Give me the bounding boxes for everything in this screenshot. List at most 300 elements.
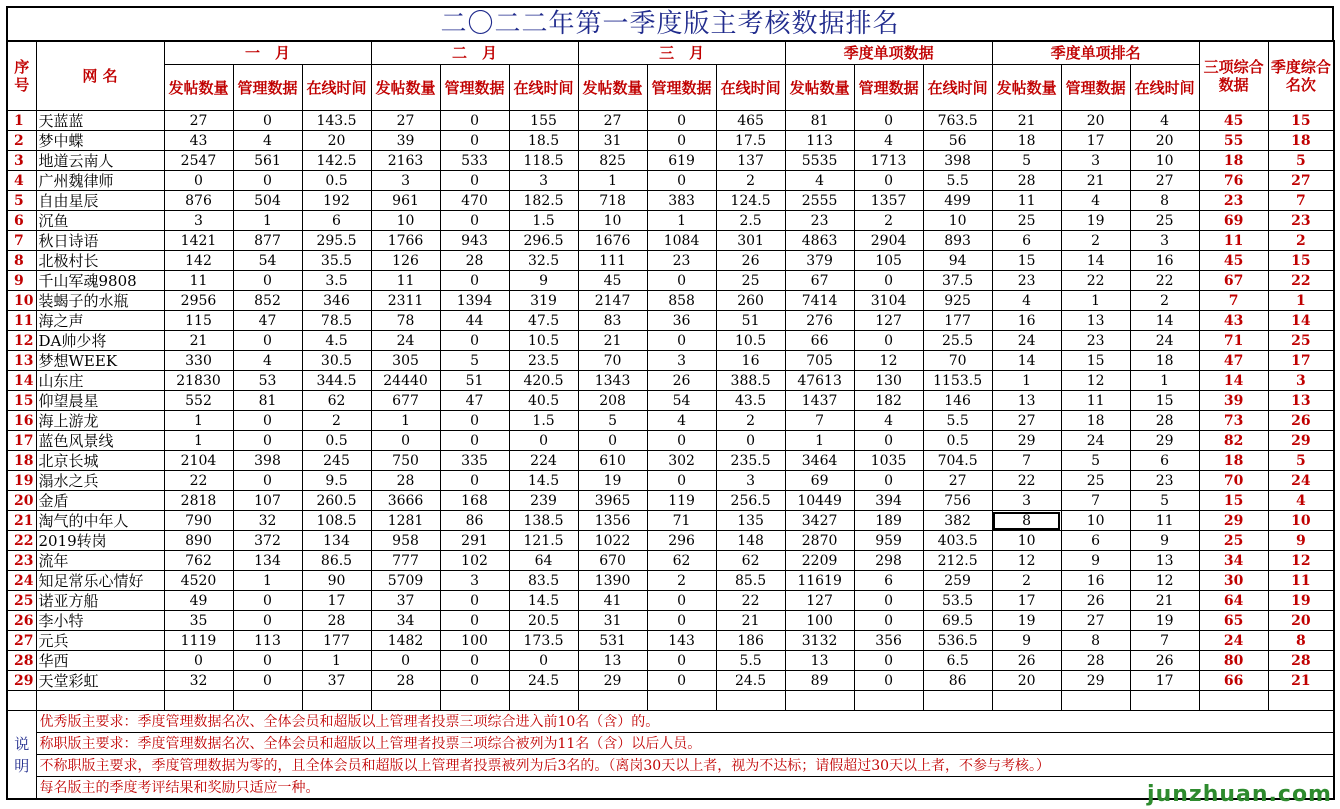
data-cell[interactable]: 36: [647, 311, 716, 331]
data-cell[interactable]: 245: [302, 451, 371, 471]
data-cell[interactable]: 0: [440, 131, 509, 151]
row-index[interactable]: 17: [7, 431, 36, 451]
data-cell[interactable]: 5: [578, 411, 647, 431]
data-cell[interactable]: 356: [854, 631, 923, 651]
row-index[interactable]: 27: [7, 631, 36, 651]
combined-score[interactable]: 66: [1199, 671, 1268, 691]
row-index[interactable]: 2: [7, 131, 36, 151]
data-cell[interactable]: 11: [1061, 391, 1130, 411]
data-cell[interactable]: 1356: [578, 511, 647, 531]
data-cell[interactable]: 34: [371, 611, 440, 631]
data-cell[interactable]: 0: [440, 211, 509, 231]
data-cell[interactable]: 890: [164, 531, 233, 551]
data-cell[interactable]: 319: [509, 291, 578, 311]
moderator-name[interactable]: 淘气的中年人: [36, 511, 164, 531]
empty-cell[interactable]: [647, 691, 716, 711]
data-cell[interactable]: 1: [302, 651, 371, 671]
data-cell[interactable]: 12: [1061, 371, 1130, 391]
data-cell[interactable]: 127: [854, 311, 923, 331]
moderator-name[interactable]: 北京长城: [36, 451, 164, 471]
data-cell[interactable]: 893: [923, 231, 992, 251]
quarter-rank[interactable]: 15: [1268, 111, 1334, 131]
data-cell[interactable]: 135: [716, 511, 785, 531]
data-cell[interactable]: 113: [785, 131, 854, 151]
data-cell[interactable]: 27: [1130, 171, 1199, 191]
data-cell[interactable]: 0: [233, 331, 302, 351]
data-cell[interactable]: 121.5: [509, 531, 578, 551]
data-cell[interactable]: 561: [233, 151, 302, 171]
data-cell[interactable]: 142: [164, 251, 233, 271]
data-cell[interactable]: 155: [509, 111, 578, 131]
data-cell[interactable]: 0: [440, 591, 509, 611]
data-cell[interactable]: 0: [440, 651, 509, 671]
data-cell[interactable]: 777: [371, 551, 440, 571]
data-cell[interactable]: 69: [785, 471, 854, 491]
row-index[interactable]: 4: [7, 171, 36, 191]
data-cell[interactable]: 2818: [164, 491, 233, 511]
data-cell[interactable]: 0: [854, 611, 923, 631]
data-cell[interactable]: 2: [716, 411, 785, 431]
data-cell[interactable]: 0: [854, 331, 923, 351]
moderator-name[interactable]: 华西: [36, 651, 164, 671]
data-cell[interactable]: 32: [233, 511, 302, 531]
data-cell[interactable]: 1: [164, 411, 233, 431]
data-cell[interactable]: 295.5: [302, 231, 371, 251]
data-cell[interactable]: 86: [923, 671, 992, 691]
moderator-name[interactable]: 沉鱼: [36, 211, 164, 231]
data-cell[interactable]: 0: [233, 591, 302, 611]
data-cell[interactable]: 1153.5: [923, 371, 992, 391]
data-cell[interactable]: 23: [992, 271, 1061, 291]
data-cell[interactable]: 1: [578, 171, 647, 191]
data-cell[interactable]: 876: [164, 191, 233, 211]
row-index[interactable]: 21: [7, 511, 36, 531]
data-cell[interactable]: 4: [854, 411, 923, 431]
data-cell[interactable]: 28: [371, 671, 440, 691]
data-cell[interactable]: 2: [1130, 291, 1199, 311]
data-cell[interactable]: 1.5: [509, 411, 578, 431]
data-cell[interactable]: 0: [854, 671, 923, 691]
data-cell[interactable]: 1766: [371, 231, 440, 251]
data-cell[interactable]: 20: [1061, 111, 1130, 131]
data-cell[interactable]: 26: [1130, 651, 1199, 671]
moderator-name[interactable]: 溻水之兵: [36, 471, 164, 491]
data-cell[interactable]: 27: [992, 411, 1061, 431]
data-cell[interactable]: 29: [1130, 431, 1199, 451]
data-cell[interactable]: 86: [440, 511, 509, 531]
combined-score[interactable]: 24: [1199, 631, 1268, 651]
data-cell[interactable]: 62: [647, 551, 716, 571]
data-cell[interactable]: 86.5: [302, 551, 371, 571]
data-cell[interactable]: 465: [716, 111, 785, 131]
data-cell[interactable]: 8: [1061, 631, 1130, 651]
empty-cell[interactable]: [1130, 691, 1199, 711]
data-cell[interactable]: 0: [233, 671, 302, 691]
row-index[interactable]: 28: [7, 651, 36, 671]
data-cell[interactable]: 28: [302, 611, 371, 631]
data-cell[interactable]: 1482: [371, 631, 440, 651]
data-cell[interactable]: 19: [1130, 611, 1199, 631]
data-cell[interactable]: 3: [371, 171, 440, 191]
data-cell[interactable]: 7: [992, 451, 1061, 471]
quarter-rank[interactable]: 5: [1268, 151, 1334, 171]
data-cell[interactable]: 7: [1061, 491, 1130, 511]
data-cell[interactable]: 2904: [854, 231, 923, 251]
combined-score[interactable]: 7: [1199, 291, 1268, 311]
row-index[interactable]: 20: [7, 491, 36, 511]
data-cell[interactable]: 762: [164, 551, 233, 571]
data-cell[interactable]: 0: [440, 411, 509, 431]
data-cell[interactable]: 41: [578, 591, 647, 611]
row-index[interactable]: 6: [7, 211, 36, 231]
data-cell[interactable]: 2: [1061, 231, 1130, 251]
data-cell[interactable]: 2956: [164, 291, 233, 311]
data-cell[interactable]: 0: [647, 331, 716, 351]
data-cell[interactable]: 4: [1130, 111, 1199, 131]
data-cell[interactable]: 32: [164, 671, 233, 691]
combined-score[interactable]: 47: [1199, 351, 1268, 371]
data-cell[interactable]: 296: [647, 531, 716, 551]
combined-score[interactable]: 76: [1199, 171, 1268, 191]
data-cell[interactable]: 344.5: [302, 371, 371, 391]
quarter-rank[interactable]: 22: [1268, 271, 1334, 291]
data-cell[interactable]: 0.5: [923, 431, 992, 451]
data-cell[interactable]: 1035: [854, 451, 923, 471]
combined-score[interactable]: 64: [1199, 591, 1268, 611]
data-cell[interactable]: 382: [923, 511, 992, 531]
moderator-name[interactable]: 金盾: [36, 491, 164, 511]
moderator-name[interactable]: 蓝色风景线: [36, 431, 164, 451]
data-cell[interactable]: 1676: [578, 231, 647, 251]
row-index[interactable]: 1: [7, 111, 36, 131]
data-cell[interactable]: 2: [302, 411, 371, 431]
data-cell[interactable]: 1.5: [509, 211, 578, 231]
data-cell[interactable]: 24440: [371, 371, 440, 391]
data-cell[interactable]: 2870: [785, 531, 854, 551]
data-cell[interactable]: 0.5: [302, 431, 371, 451]
data-cell[interactable]: 3104: [854, 291, 923, 311]
data-cell[interactable]: 1: [785, 431, 854, 451]
moderator-name[interactable]: 广州魏律师: [36, 171, 164, 191]
data-cell[interactable]: 28: [440, 251, 509, 271]
data-cell[interactable]: 168: [440, 491, 509, 511]
empty-cell[interactable]: [854, 691, 923, 711]
data-cell[interactable]: 18.5: [509, 131, 578, 151]
moderator-name[interactable]: 自由星辰: [36, 191, 164, 211]
data-cell[interactable]: 189: [854, 511, 923, 531]
data-cell[interactable]: 5535: [785, 151, 854, 171]
data-cell[interactable]: 10: [371, 211, 440, 231]
data-cell[interactable]: 124.5: [716, 191, 785, 211]
data-cell[interactable]: 0: [647, 171, 716, 191]
data-cell[interactable]: 388.5: [716, 371, 785, 391]
data-cell[interactable]: 1: [647, 211, 716, 231]
data-cell[interactable]: 0: [509, 651, 578, 671]
data-cell[interactable]: 29: [578, 671, 647, 691]
data-cell[interactable]: 13: [578, 651, 647, 671]
data-cell[interactable]: 10: [923, 211, 992, 231]
data-cell[interactable]: 470: [440, 191, 509, 211]
data-cell[interactable]: 25.5: [923, 331, 992, 351]
data-cell[interactable]: 301: [716, 231, 785, 251]
data-cell[interactable]: 925: [923, 291, 992, 311]
data-cell[interactable]: 756: [923, 491, 992, 511]
data-cell[interactable]: 5709: [371, 571, 440, 591]
data-cell[interactable]: 0: [647, 111, 716, 131]
data-cell[interactable]: 14: [1130, 311, 1199, 331]
row-index[interactable]: 3: [7, 151, 36, 171]
quarter-rank[interactable]: 4: [1268, 491, 1334, 511]
data-cell[interactable]: 1343: [578, 371, 647, 391]
empty-cell[interactable]: [1061, 691, 1130, 711]
data-cell[interactable]: 22: [164, 471, 233, 491]
data-cell[interactable]: 26: [716, 251, 785, 271]
row-index[interactable]: 8: [7, 251, 36, 271]
data-cell[interactable]: 610: [578, 451, 647, 471]
moderator-name[interactable]: 北极村长: [36, 251, 164, 271]
combined-score[interactable]: 18: [1199, 451, 1268, 471]
data-cell[interactable]: 235.5: [716, 451, 785, 471]
data-cell[interactable]: 29: [1061, 671, 1130, 691]
data-cell[interactable]: 1394: [440, 291, 509, 311]
data-cell[interactable]: 260: [716, 291, 785, 311]
data-cell[interactable]: 29: [992, 431, 1061, 451]
data-cell[interactable]: 31: [578, 611, 647, 631]
data-cell[interactable]: 105: [854, 251, 923, 271]
data-cell[interactable]: 2: [992, 571, 1061, 591]
data-cell[interactable]: 118.5: [509, 151, 578, 171]
data-cell[interactable]: 3: [992, 491, 1061, 511]
data-cell[interactable]: 335: [440, 451, 509, 471]
data-cell[interactable]: 531: [578, 631, 647, 651]
combined-score[interactable]: 29: [1199, 511, 1268, 531]
combined-score[interactable]: 23: [1199, 191, 1268, 211]
data-cell[interactable]: 0: [647, 611, 716, 631]
data-cell[interactable]: 4863: [785, 231, 854, 251]
empty-cell[interactable]: [785, 691, 854, 711]
data-cell[interactable]: 959: [854, 531, 923, 551]
data-cell[interactable]: 100: [440, 631, 509, 651]
data-cell[interactable]: 6: [1130, 451, 1199, 471]
data-cell[interactable]: 22: [992, 471, 1061, 491]
data-cell[interactable]: 958: [371, 531, 440, 551]
data-cell[interactable]: 705: [785, 351, 854, 371]
data-cell[interactable]: 47613: [785, 371, 854, 391]
data-cell[interactable]: 3: [716, 471, 785, 491]
data-cell[interactable]: 276: [785, 311, 854, 331]
data-cell[interactable]: 3.5: [302, 271, 371, 291]
data-cell[interactable]: 5.5: [923, 411, 992, 431]
data-cell[interactable]: 26: [647, 371, 716, 391]
data-cell[interactable]: 0: [371, 431, 440, 451]
data-cell[interactable]: 2: [854, 211, 923, 231]
row-index[interactable]: 22: [7, 531, 36, 551]
quarter-rank[interactable]: 8: [1268, 631, 1334, 651]
data-cell[interactable]: 51: [716, 311, 785, 331]
data-cell[interactable]: 256.5: [716, 491, 785, 511]
data-cell[interactable]: 177: [302, 631, 371, 651]
data-cell[interactable]: 90: [302, 571, 371, 591]
data-cell[interactable]: 127: [785, 591, 854, 611]
data-cell[interactable]: 790: [164, 511, 233, 531]
row-index[interactable]: 9: [7, 271, 36, 291]
data-cell[interactable]: 1281: [371, 511, 440, 531]
quarter-rank[interactable]: 27: [1268, 171, 1334, 191]
data-cell[interactable]: 192: [302, 191, 371, 211]
data-cell[interactable]: 2: [716, 171, 785, 191]
data-cell[interactable]: 14.5: [509, 471, 578, 491]
row-index[interactable]: 23: [7, 551, 36, 571]
data-cell[interactable]: 3132: [785, 631, 854, 651]
data-cell[interactable]: 20.5: [509, 611, 578, 631]
data-cell[interactable]: 30.5: [302, 351, 371, 371]
moderator-name[interactable]: 千山军魂9808: [36, 271, 164, 291]
quarter-rank[interactable]: 18: [1268, 131, 1334, 151]
data-cell[interactable]: 2.5: [716, 211, 785, 231]
data-cell[interactable]: 24: [1130, 331, 1199, 351]
row-index[interactable]: 13: [7, 351, 36, 371]
data-cell[interactable]: 8: [1130, 191, 1199, 211]
data-cell[interactable]: 0: [854, 111, 923, 131]
data-cell[interactable]: 27: [371, 111, 440, 131]
data-cell[interactable]: 35: [164, 611, 233, 631]
empty-cell[interactable]: [716, 691, 785, 711]
combined-score[interactable]: 45: [1199, 111, 1268, 131]
data-cell[interactable]: 148: [716, 531, 785, 551]
data-cell[interactable]: 224: [509, 451, 578, 471]
data-cell[interactable]: 40.5: [509, 391, 578, 411]
row-index[interactable]: 15: [7, 391, 36, 411]
data-cell[interactable]: 0: [854, 651, 923, 671]
data-cell[interactable]: 39: [371, 131, 440, 151]
data-cell[interactable]: 62: [716, 551, 785, 571]
data-cell[interactable]: 108.5: [302, 511, 371, 531]
data-cell[interactable]: 43.5: [716, 391, 785, 411]
data-cell[interactable]: 5.5: [923, 171, 992, 191]
data-cell[interactable]: 20: [302, 131, 371, 151]
combined-score[interactable]: 30: [1199, 571, 1268, 591]
data-cell[interactable]: 43: [164, 131, 233, 151]
data-cell[interactable]: 7414: [785, 291, 854, 311]
data-cell[interactable]: 19: [1061, 211, 1130, 231]
data-cell[interactable]: 21: [164, 331, 233, 351]
data-cell[interactable]: 18: [1130, 351, 1199, 371]
data-cell[interactable]: 2147: [578, 291, 647, 311]
moderator-name[interactable]: 仰望晨星: [36, 391, 164, 411]
data-cell[interactable]: 0: [371, 651, 440, 671]
data-cell[interactable]: 49: [164, 591, 233, 611]
data-cell[interactable]: 66: [785, 331, 854, 351]
data-cell[interactable]: 53.5: [923, 591, 992, 611]
data-cell[interactable]: 130: [854, 371, 923, 391]
row-index[interactable]: 24: [7, 571, 36, 591]
data-cell[interactable]: 0: [509, 431, 578, 451]
quarter-rank[interactable]: 23: [1268, 211, 1334, 231]
data-cell[interactable]: 11619: [785, 571, 854, 591]
quarter-rank[interactable]: 9: [1268, 531, 1334, 551]
data-cell[interactable]: 0: [440, 171, 509, 191]
data-cell[interactable]: 0: [233, 431, 302, 451]
data-cell[interactable]: 260.5: [302, 491, 371, 511]
data-cell[interactable]: 47.5: [509, 311, 578, 331]
data-cell[interactable]: 208: [578, 391, 647, 411]
data-cell[interactable]: 0: [440, 111, 509, 131]
quarter-rank[interactable]: 24: [1268, 471, 1334, 491]
data-cell[interactable]: 6: [992, 231, 1061, 251]
data-cell[interactable]: 259: [923, 571, 992, 591]
data-cell[interactable]: 24.5: [716, 671, 785, 691]
data-cell[interactable]: 37.5: [923, 271, 992, 291]
data-cell[interactable]: 0: [578, 431, 647, 451]
data-cell[interactable]: 11: [164, 271, 233, 291]
data-cell[interactable]: 138.5: [509, 511, 578, 531]
moderator-name[interactable]: 诺亚方船: [36, 591, 164, 611]
data-cell[interactable]: 13: [992, 391, 1061, 411]
row-index[interactable]: 26: [7, 611, 36, 631]
data-cell[interactable]: 28: [371, 471, 440, 491]
data-cell[interactable]: 27: [578, 111, 647, 131]
moderator-name[interactable]: 天堂彩虹: [36, 671, 164, 691]
data-cell[interactable]: 20: [992, 671, 1061, 691]
data-cell[interactable]: 1: [233, 571, 302, 591]
data-cell[interactable]: 1: [371, 411, 440, 431]
combined-score[interactable]: 70: [1199, 471, 1268, 491]
data-cell[interactable]: 4520: [164, 571, 233, 591]
data-cell[interactable]: 3666: [371, 491, 440, 511]
data-cell[interactable]: 17: [992, 591, 1061, 611]
data-cell[interactable]: 3: [1061, 151, 1130, 171]
data-cell[interactable]: 9: [1061, 551, 1130, 571]
data-cell[interactable]: 26: [1061, 591, 1130, 611]
data-cell[interactable]: 142.5: [302, 151, 371, 171]
data-cell[interactable]: 0: [233, 651, 302, 671]
quarter-rank[interactable]: 20: [1268, 611, 1334, 631]
data-cell[interactable]: 0: [440, 611, 509, 631]
data-cell[interactable]: 28: [1061, 651, 1130, 671]
quarter-rank[interactable]: 29: [1268, 431, 1334, 451]
data-cell[interactable]: 398: [923, 151, 992, 171]
combined-score[interactable]: 14: [1199, 371, 1268, 391]
quarter-rank[interactable]: 25: [1268, 331, 1334, 351]
data-cell[interactable]: 13: [785, 651, 854, 671]
empty-cell[interactable]: [923, 691, 992, 711]
data-cell[interactable]: 126: [371, 251, 440, 271]
data-cell[interactable]: 119: [647, 491, 716, 511]
row-index[interactable]: 18: [7, 451, 36, 471]
data-cell[interactable]: 70: [923, 351, 992, 371]
data-cell[interactable]: 27: [164, 111, 233, 131]
data-cell[interactable]: 2555: [785, 191, 854, 211]
data-cell[interactable]: 10.5: [716, 331, 785, 351]
combined-score[interactable]: 65: [1199, 611, 1268, 631]
data-cell[interactable]: 17.5: [716, 131, 785, 151]
data-cell[interactable]: 383: [647, 191, 716, 211]
empty-cell[interactable]: [509, 691, 578, 711]
data-cell[interactable]: 47: [233, 311, 302, 331]
combined-score[interactable]: 80: [1199, 651, 1268, 671]
data-cell[interactable]: 533: [440, 151, 509, 171]
empty-cell[interactable]: [302, 691, 371, 711]
data-cell[interactable]: 28: [992, 171, 1061, 191]
quarter-rank[interactable]: 19: [1268, 591, 1334, 611]
data-cell[interactable]: 24: [371, 331, 440, 351]
empty-cell[interactable]: [371, 691, 440, 711]
empty-cell[interactable]: [7, 691, 36, 711]
data-cell[interactable]: 31: [578, 131, 647, 151]
data-cell[interactable]: 85.5: [716, 571, 785, 591]
data-cell[interactable]: 113: [233, 631, 302, 651]
empty-cell[interactable]: [164, 691, 233, 711]
